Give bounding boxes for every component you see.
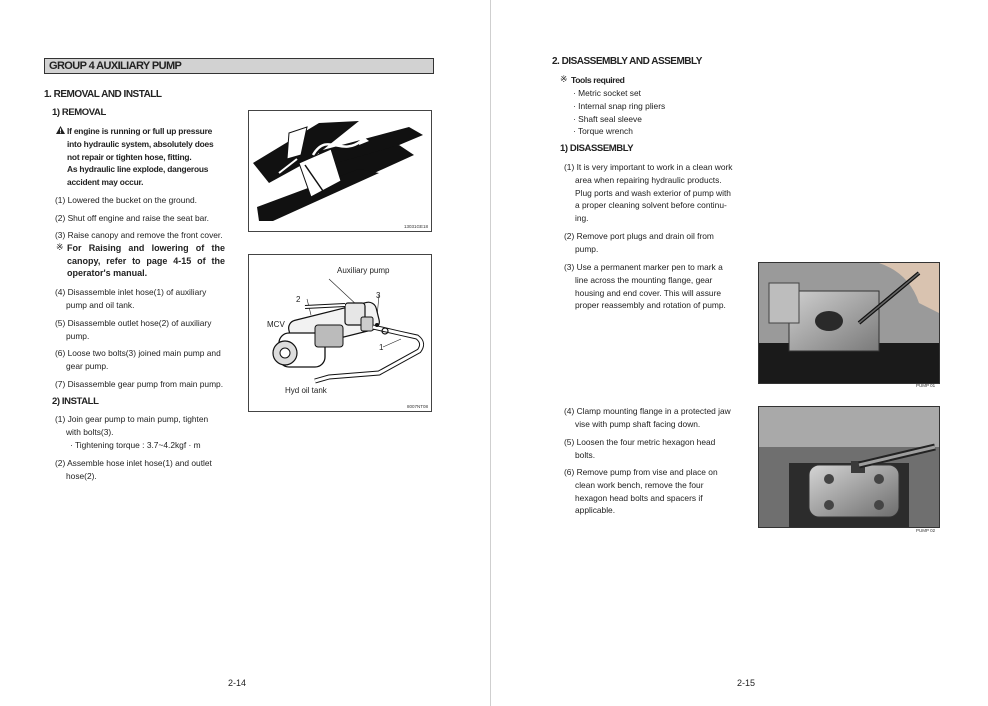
callout-3: 3 xyxy=(376,291,381,300)
pump-layout-illustration xyxy=(249,255,431,411)
install-step-1: (1) Join gear pump to main pump, tighten with bolts(3). · Tightening torque : 3.7~4.2kgf · m xyxy=(55,414,209,450)
photo-marking-pump xyxy=(758,262,940,384)
group-title: GROUP 4 AUXILIARY PUMP xyxy=(44,58,434,74)
removal-step-4: (4) Disassemble inlet hose(1) of auxiliary pump and oil tank. xyxy=(55,287,207,310)
label-mcv: MCV xyxy=(267,320,285,329)
warning-text: If engine is running or full up pressure into hydraulic system, absolutely does not repair or tighten hose, fitting. As hydraulic line explode, dangerous accident may occur. xyxy=(67,126,214,188)
removal-step-6: (6) Loose two bolts(3) joined main pump and gear pump. xyxy=(55,348,221,371)
warning-icon xyxy=(56,126,65,134)
disassembly-step-1: (1) It is very important to work in a clean work area when repairing hydraulic products. Plug ports and wash exterior of pump with a proper cleaning solvent before continu- ing. xyxy=(564,162,733,224)
section-title-removal-install: 1. REMOVAL AND INSTALL xyxy=(44,89,162,100)
figure-code: 13031GE18 xyxy=(403,224,428,229)
left-page: GROUP 4 AUXILIARY PUMP 1. REMOVAL AND INSTALL 1) REMOVAL If engine is running or full up pressure into hydraulic system, absolutely does not repair or tighten hose, fitting. As hydraulic line explode, dangerous accident may occur. (1) Lowered the bucket on the ground. (2) Shut off engine and raise the seat bar. (3) Raise canopy and remove the front cover. ※ For Raising and lowering of the canopy, refer to page 4-15 of the operator's manual. (4) Disassemble inlet hose(1) of auxiliary pump and oil tank. (5) Disassemble outlet hose(2) of auxiliary pump. (6) Loose two bolts(3) joined main pump and gear pump. (7) Disassemble gear pump from main pump. 2) INSTALL (1) Join gear pump to main pump, tighten with bolts(3). · Tightening torque : 3.7~4.2kgf · m (2) Assemble hose inlet hose(1) and outlet hose(2). 13031GE18 Auxiliary pump MCV Hyd oil tank 2 3 1 8007NT08 2-14 xyxy=(0,0,490,706)
list-item: · Shaft seal sleeve xyxy=(573,113,642,124)
section-title-disassembly-assembly: 2. DISASSEMBLY AND ASSEMBLY xyxy=(552,56,702,67)
disassembly-step-6: (6) Remove pump from vise and place on clean work bench, remove the four hexagon head bolts and spacers if applicable. xyxy=(564,467,718,516)
removal-step-2: (2) Shut off engine and raise the seat bar. xyxy=(55,213,209,223)
figure-canopy-warning xyxy=(248,110,432,232)
reference-mark-icon: ※ xyxy=(560,74,568,84)
marking-pump-photo xyxy=(759,263,939,383)
removal-step-5: (5) Disassemble outlet hose(2) of auxiliary pump. xyxy=(55,318,212,341)
canopy-illustration xyxy=(249,111,431,231)
page-number: 2-15 xyxy=(737,678,756,688)
label-hyd-oil-tank: Hyd oil tank xyxy=(285,386,327,395)
list-item: · Torque wrench xyxy=(573,126,633,137)
loosening-bolts-photo xyxy=(759,407,939,527)
list-item: · Metric socket set xyxy=(573,88,641,98)
tools-title: Tools required xyxy=(571,75,625,85)
removal-step-3: (3) Raise canopy and remove the front cover. xyxy=(55,230,223,240)
disassembly-step-4: (4) Clamp mounting flange in a protected jaw vise with pump shaft facing down. xyxy=(564,406,731,429)
photo-loosening-bolts xyxy=(758,406,940,528)
install-step-2: (2) Assemble hose inlet hose(1) and outlet hose(2). xyxy=(55,458,212,481)
figure-auxiliary-pump-layout xyxy=(248,254,432,412)
disassembly-title: 1) DISASSEMBLY xyxy=(560,143,634,154)
tools-list xyxy=(573,87,665,138)
removal-step-7: (7) Disassemble gear pump from main pump. xyxy=(55,379,224,389)
label-auxiliary-pump: Auxiliary pump xyxy=(337,266,390,275)
removal-title: 1) REMOVAL xyxy=(52,107,106,118)
removal-step-1: (1) Lowered the bucket on the ground. xyxy=(55,195,198,205)
disassembly-step-2: (2) Remove port plugs and drain oil from pump. xyxy=(564,231,714,254)
photo-code: PUMP 02 xyxy=(916,528,936,533)
disassembly-step-3: (3) Use a permanent marker pen to mark a line across the mounting flange, gear housing and end cover. This will assure proper reassembly and rotation of pump. xyxy=(564,262,726,311)
list-item: · Internal snap ring pliers xyxy=(573,100,666,111)
figure-code: 8007NT08 xyxy=(406,404,428,409)
page-divider xyxy=(490,0,491,706)
photo-code: PUMP 01 xyxy=(916,383,936,388)
install-title: 2) INSTALL xyxy=(52,396,99,407)
callout-1: 1 xyxy=(379,343,384,352)
disassembly-step-5: (5) Loosen the four metric hexagon head bolts. xyxy=(564,437,716,460)
right-page xyxy=(494,0,988,706)
callout-2: 2 xyxy=(296,295,301,304)
reference-mark-icon: ※ xyxy=(56,242,64,252)
page-number: 2-14 xyxy=(228,678,247,688)
